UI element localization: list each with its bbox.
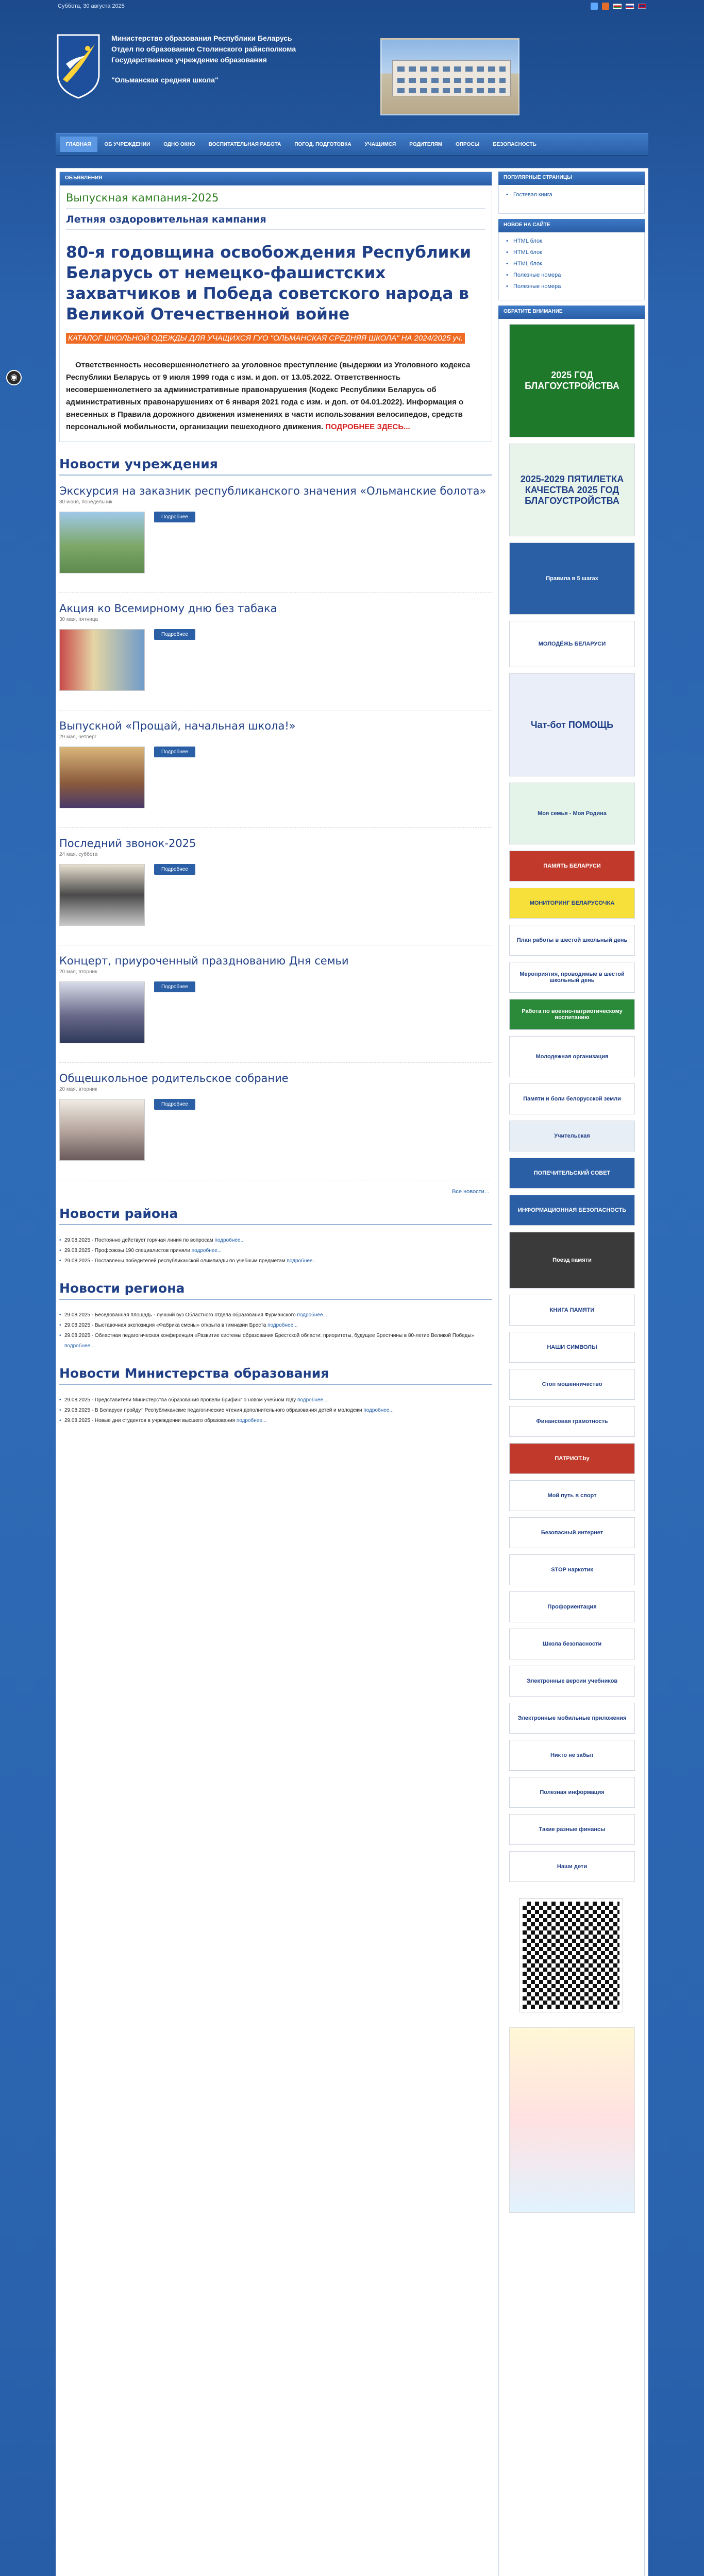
nav-upbringing[interactable]: ВОСПИТАТЕЛЬНАЯ РАБОТА (208, 141, 281, 147)
more-here-link[interactable]: ПОДРОБНЕЕ ЗДЕСЬ... (325, 422, 410, 431)
more-link[interactable]: подробнее... (214, 1238, 245, 1243)
news-photo[interactable] (59, 864, 145, 926)
more-link[interactable]: подробнее... (191, 1248, 222, 1253)
sidebar-banner[interactable]: Профориентация (509, 1591, 635, 1622)
district-news-title: Новости района (59, 1206, 492, 1225)
more-link[interactable]: подробнее... (297, 1312, 327, 1318)
news-photo[interactable] (59, 512, 145, 573)
nav-home[interactable]: ГЛАВНАЯ (60, 137, 97, 152)
new-link[interactable]: • HTML блок (499, 235, 644, 247)
news-photo[interactable] (59, 747, 145, 808)
sidebar-banner[interactable]: Мой путь в спорт (509, 1480, 635, 1511)
header-text (111, 33, 296, 86)
ministry-news (59, 1366, 492, 1426)
list-item (59, 1320, 492, 1331)
sidebar-banner[interactable]: Работа по военно-патриотическому воспитанию (509, 999, 635, 1030)
news-date: 20 мая, вторник (59, 969, 97, 975)
list-item (59, 1310, 492, 1320)
news-title[interactable]: Экскурсия на заказник республиканского значения «Ольманские болота» (59, 485, 487, 497)
list-item-text: 29.08.2025 - Выставочная экспозиция «Фабрика смены» открыта в гимназии Бреста (64, 1323, 266, 1328)
sidebar-banner[interactable]: Поезд памяти (509, 1232, 635, 1289)
popular-pages-header: ПОПУЛЯРНЫЕ СТРАНИЦЫ (498, 172, 645, 185)
new-link[interactable]: • HTML блок (499, 247, 644, 258)
announcement-title-anniversary[interactable]: 80-я годовщина освобождения Республики Беларусь от немецко-фашистских захватчиков и Победа советского народа в Великой Отечественной войне (66, 243, 472, 324)
list-item (59, 1235, 492, 1246)
news-title[interactable]: Концерт, приуроченный празднованию Дня семьи (59, 955, 349, 967)
announcements-header: ОБЪЯВЛЕНИЯ (60, 172, 492, 185)
list-item-text: 29.08.2025 - Новые дни студентов в учреждении высшего образования (64, 1418, 236, 1423)
sidebar-banner[interactable]: Молодежная организация (509, 1036, 635, 1077)
popular-link[interactable]: • Гостевая книга (499, 189, 644, 200)
sidebar-banner[interactable]: ПАМЯТЬ БЕЛАРУСИ (509, 851, 635, 882)
new-link[interactable]: • HTML блок (499, 258, 644, 269)
list-item (59, 1405, 492, 1416)
district-news (59, 1206, 492, 1266)
list-item (59, 1331, 492, 1351)
more-link[interactable]: подробнее... (363, 1408, 394, 1413)
news-item (59, 1063, 492, 1180)
news-item (59, 593, 492, 710)
news-item (59, 476, 492, 593)
uniform-catalog-link[interactable]: КАТАЛОГ ШКОЛЬНОЙ ОДЕЖДЫ ДЛЯ УЧАЩИХСЯ ГУО "ОЛЬМАНСКАЯ СРЕДНЯЯ ШКОЛА" НА 2024/2025 уч. (66, 333, 465, 344)
list-item-text: 29.08.2025 - Представители Министерства образования провели брифинг о новом учебном году (64, 1397, 296, 1403)
sidebar-banner[interactable]: Наши дети (509, 1851, 635, 1882)
header-line-4: "Ольманская средняя школа" (111, 76, 219, 84)
news-photo[interactable] (59, 629, 145, 691)
news-date: 24 мая, суббота (59, 852, 98, 857)
news-date: 29 мая, четверг (59, 734, 97, 740)
sidebar-banner[interactable]: МОЛОДЁЖЬ БЕЛАРУСИ (509, 621, 635, 667)
news-title[interactable]: Выпускной «Прощай, начальная школа!» (59, 720, 296, 732)
list-item (59, 1395, 492, 1405)
news-date: 30 июня, понедельник (59, 499, 112, 505)
announcement-body-text: Ответственность несовершеннолетнего за уголовное преступление (выдержки из Уголовного кодекса Республики Беларусь от 9 июля 1999 года с изм. и доп. от 13.05.2022. Ответственность несовершеннолетнего за административные правонарушения (Кодекс Республики Беларусь об административных правонарушениях от 6 января 2021 года с изм. и доп. от 04.01.2022). Информация о внесенных в Правила дорожного движения изменениях в части использования велосипедов, средств персональной мобильности, организации пешеходного движения. (66, 361, 471, 431)
list-item (59, 1256, 492, 1266)
more-link[interactable]: подробнее... (64, 1343, 95, 1349)
nav-safety[interactable]: БЕЗОПАСНОСТЬ (493, 141, 537, 147)
nav-parents[interactable]: РОДИТЕЛЯМ (409, 141, 443, 147)
news-title[interactable]: Последний звонок-2025 (59, 837, 196, 850)
announcement-body (66, 359, 485, 433)
more-link[interactable]: подробнее... (236, 1418, 267, 1423)
school-logo-icon[interactable] (56, 33, 101, 100)
sidebar-banner[interactable]: Памяти и боли белорусской земли (509, 1083, 635, 1114)
qr-code-icon[interactable] (519, 1899, 623, 2012)
school-poster[interactable] (509, 2027, 635, 2213)
institution-news-title: Новости учреждения (59, 456, 492, 476)
news-item (59, 945, 492, 1063)
read-more-button[interactable]: Подробнее (154, 981, 195, 992)
news-date: 20 мая, вторник (59, 1087, 97, 1092)
ministry-news-title: Новости Министерства образования (59, 1366, 492, 1385)
sidebar-banner[interactable]: STOP наркотик (509, 1554, 635, 1585)
list-item-text: 29.08.2025 - Поставлены победителей республиканской олимпиады по учебным предметам (64, 1258, 286, 1264)
announcement-title-summer[interactable]: Летняя оздоровительная кампания (66, 214, 485, 230)
site-header (56, 18, 648, 121)
read-more-button[interactable]: Подробнее (154, 629, 195, 640)
sidebar-banner[interactable]: ПАТРИОТ.by (509, 1443, 635, 1474)
news-item (59, 828, 492, 945)
sidebar-banner[interactable]: МОНИТОРИНГ БЕЛАРУСОЧКА (509, 888, 635, 919)
accessibility-icon[interactable]: ◉ (6, 370, 22, 385)
list-item-text: 29.08.2025 - Областная педагогическая конференция «Развитие системы образования Брестской области: приоритеты, будущее Брестчины в 80-летие Великой Победы» (64, 1333, 474, 1338)
news-photo[interactable] (59, 981, 145, 1043)
list-item (59, 1246, 492, 1256)
new-on-site-header: НОВОЕ НА САЙТЕ (498, 219, 645, 232)
list-item (59, 1416, 492, 1426)
new-link[interactable]: • Полезные номера (499, 269, 644, 281)
sidebar-banner[interactable]: План работы в шестой школьный день (509, 925, 635, 956)
sidebar-banner[interactable]: КНИГА ПАМЯТИ (509, 1295, 635, 1326)
sidebar-banner[interactable]: Учительская (509, 1121, 635, 1151)
main-navigation (56, 133, 648, 156)
more-link[interactable]: подробнее... (297, 1397, 328, 1403)
sidebar-banner[interactable]: 2025 ГОД БЛАГОУСТРОЙСТВА (509, 324, 635, 437)
current-date: Суббота, 30 августа 2025 (58, 3, 125, 9)
more-link[interactable]: подробнее... (287, 1258, 317, 1264)
banner-list (498, 319, 645, 2576)
sidebar-banner[interactable]: Чат-бот ПОМОЩЬ (509, 673, 635, 776)
sidebar-banner[interactable]: Моя семья - Моя Родина (509, 783, 635, 844)
sidebar-banner[interactable]: Мероприятия, проводимые в шестой школьный день (509, 962, 635, 993)
header-line-1: Министерство образования Республики Беларусь (111, 34, 292, 42)
new-link[interactable]: • Полезные номера (499, 281, 644, 292)
institution-news (59, 456, 492, 1201)
sidebar-banner[interactable]: 2025-2029 ПЯТИЛЕТКА КАЧЕСТВА 2025 ГОД БЛАГОУСТРОЙСТВА (509, 444, 635, 536)
read-more-button[interactable]: Подробнее (154, 1099, 195, 1110)
sidebar-banner[interactable]: ИНФОРМАЦИОННАЯ БЕЗОПАСНОСТЬ (509, 1195, 635, 1226)
attention-header: ОБРАТИТЕ ВНИМАНИЕ (498, 306, 645, 319)
news-title[interactable]: Общешкольное родительское собрание (59, 1072, 289, 1084)
sidebar-banner[interactable]: Электронные мобильные приложения (509, 1703, 635, 1734)
announcement-title-graduation[interactable]: Выпускная кампания-2025 (66, 192, 485, 209)
main-column (59, 172, 492, 1426)
nav-preparation[interactable]: ПОГОД. ПОДГОТОВКА (294, 141, 351, 147)
read-more-button[interactable]: Подробнее (154, 864, 195, 875)
sidebar-banner[interactable]: НАШИ СИМВОЛЫ (509, 1332, 635, 1363)
read-more-button[interactable]: Подробнее (154, 512, 195, 522)
news-title[interactable]: Акция ко Всемирному дню без табака (59, 602, 277, 615)
nav-about[interactable]: ОБ УЧРЕЖДЕНИИ (104, 141, 150, 147)
sidebar-banner[interactable]: Никто не забыт (509, 1740, 635, 1771)
sidebar (498, 172, 645, 2576)
list-item-text: 29.08.2025 - Постоянно действует горячая линия по вопросам (64, 1238, 213, 1243)
announcements-panel (59, 172, 492, 442)
news-item (59, 710, 492, 828)
all-news-link[interactable]: Все новости... (452, 1189, 489, 1195)
sidebar-banner[interactable]: Правила в 5 шагах (509, 543, 635, 615)
read-more-button[interactable]: Подробнее (154, 747, 195, 757)
sidebar-banner[interactable]: ПОПЕЧИТЕЛЬСКИЙ СОВЕТ (509, 1158, 635, 1189)
flag-by-icon[interactable] (613, 4, 622, 9)
more-link[interactable]: подробнее... (267, 1323, 298, 1328)
flag-en-icon[interactable] (638, 4, 646, 9)
page-content (56, 168, 648, 2576)
region-news-title: Новости региона (59, 1281, 492, 1300)
header-line-3: Государственное учреждение образования (111, 56, 267, 64)
nav-students[interactable]: УЧАЩИМСЯ (364, 141, 396, 147)
list-item-text: 29.08.2025 - Беседованная площадь - лучший вуз Областного отдела образования Фурманского (64, 1312, 296, 1318)
list-item-text: 29.08.2025 - В Беларуси пройдут Республиканские педагогические чтения дополнительного образования детей и молодежи (64, 1408, 362, 1413)
top-bar (56, 0, 648, 12)
school-building-photo (380, 38, 519, 115)
sidebar-banner[interactable]: Такие разные финансы (509, 1814, 635, 1845)
sidebar-banner[interactable]: Безопасный интернет (509, 1517, 635, 1548)
news-photo[interactable] (59, 1099, 145, 1161)
nav-polls[interactable]: ОПРОСЫ (456, 141, 480, 147)
sidebar-banner[interactable]: Полезная информация (509, 1777, 635, 1808)
list-item-text: 29.08.2025 - Профсоюзы 190 специалистов приняли (64, 1248, 190, 1253)
ok-icon[interactable] (602, 3, 609, 10)
sidebar-banner[interactable]: Стоп мошенничество (509, 1369, 635, 1400)
nav-one-window[interactable]: ОДНО ОКНО (163, 141, 195, 147)
rss-icon[interactable] (591, 3, 598, 10)
header-line-2: Отдел по образованию Столинского райисполкома (111, 45, 296, 53)
sidebar-banner[interactable]: Финансовая грамотность (509, 1406, 635, 1437)
flag-ru-icon[interactable] (626, 4, 634, 9)
news-date: 30 мая, пятница (59, 617, 98, 622)
sidebar-banner[interactable]: Электронные версии учебников (509, 1666, 635, 1697)
sidebar-banner[interactable]: Школа безопасности (509, 1629, 635, 1659)
region-news (59, 1281, 492, 1351)
